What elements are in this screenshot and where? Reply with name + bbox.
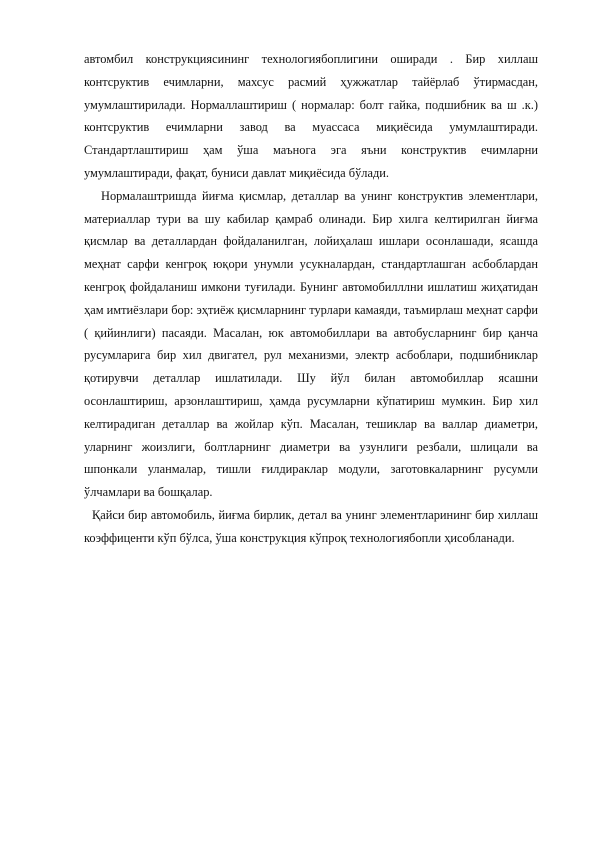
paragraph-conclusion: Қайси бир автомобиль, йиғма бирлик, детал ва унинг элементларининг бир хиллаш коэффиценти кўп бўлса, ўша конструкция кўпроқ технологиябопли ҳисобланади. <box>84 507 538 545</box>
paragraph-normalization: Нормалаштришда йиғма қисмлар, деталлар ва унинг конструктив элементлари, материаллар тури ва шу кабилар қамраб олинади. Бир хилга келтирилган йиғма қисмлар ва деталлардан фойдаланилган, лойиҳалаш ишлари осонлашади, ясашда меҳнат сарфи кенгроқ юқори унумли усукналардан, стандартлашган асбоблардан кенгроқ фойдаланиш имкони туғилади. Бунинг автомобилллни ишлатиш жиҳатидан ҳам имтиёзлари бор: эҳтиёж қисмларнинг турлари камаяди, таъмирлаш меҳнат сарфи ( қийинлиги) пасаяди. Масалан, юк автомобиллари ва автобусларнинг бир қанча русумларига бир хил двигател, рул механизми, электр асбоблари, подшибниклар қотирувчи деталлар ишлатилади. Шу йўл билан автомобиллар ясашни осонлаштириш, арзонлаштириш, ҳамда русумларни кўпатириш мумкин. Бир хил келтирадиган деталлар ва жойлар кўп. Масалан, тешиклар ва валлар диаметри, уларнинг жоизлиги, болтларнинг диаметри ва узунлиги резбали, шлицали ва шпонкали уланмалар, тишли ғилдираклар модули, заготовкаларнинг русумли ўлчамлари ва бошқалар. <box>84 188 538 500</box>
document-page <box>84 48 538 550</box>
paragraph-intro: автомбил конструкциясининг технологиябоплигини оширади . Бир хиллаш контсруктив ечимларни, махсус расмий ҳужжатлар тайёрлаб ўтирмасдан, умумлаштирилади. Нормаллаштириш ( нормалар: болт гайка, подшибник ва ш .к.) контсруктив ечимларни завод ва муассаса миқиёсида умумлаштиради. Стандартлаштириш ҳам ўша маънога эга яъни конструктив ечимларни умумлаштиради, фақат, буниси давлат миқиёсида бўлади. <box>84 52 538 180</box>
